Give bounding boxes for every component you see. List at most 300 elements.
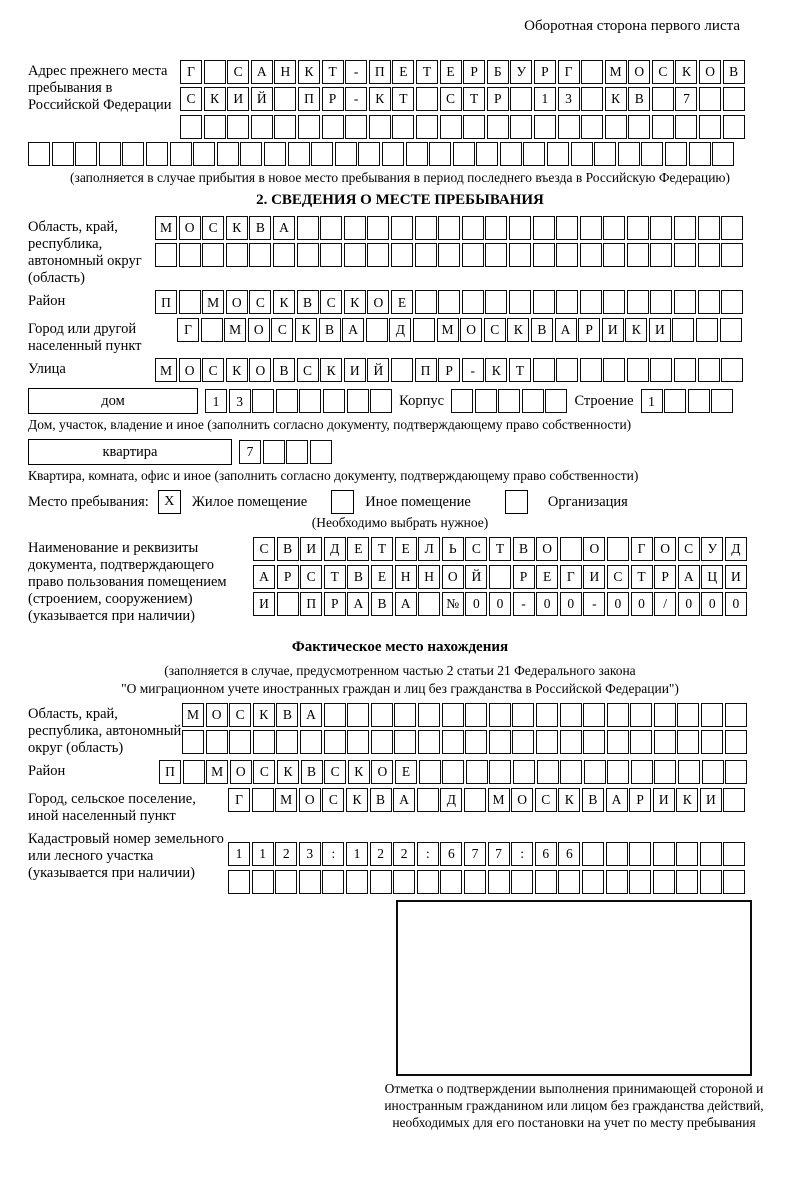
prev-address-row-2 [180,87,745,111]
char-box: И [300,537,322,561]
char-box [723,870,745,894]
char-box [347,389,369,413]
char-box [489,703,511,727]
char-box [193,142,215,166]
char-box: К [605,87,627,111]
kvartira-caption: Квартира, комната, офис и иное (заполнить согласно документу, подтверждающему право собственности) [28,468,639,484]
char-box: Е [392,60,414,84]
mesto-label: Место пребывания: [28,493,149,510]
char-box: К [204,87,226,111]
char-box: 0 [701,592,723,616]
char-box [675,115,697,139]
char-box: И [700,788,722,812]
document-label: Наименование и реквизиты документа, подтверждающего право пользования помещением (строением, сооружением) (указывается при наличии) [28,540,227,625]
char-box [725,730,747,754]
char-box [556,216,578,240]
char-box [206,730,228,754]
char-box [440,115,462,139]
char-box: О [226,290,248,314]
section2-oblast-row-2 [155,243,743,267]
char-box [442,703,464,727]
char-box [322,115,344,139]
checkbox-organizatsiya [505,490,528,514]
char-box [464,788,486,812]
char-box: П [155,290,177,314]
char-box [654,703,676,727]
char-box: В [297,290,319,314]
char-box: Г [228,788,250,812]
char-box [556,290,578,314]
char-box [571,142,593,166]
char-box [275,870,297,894]
char-box [698,358,720,382]
char-box: П [159,760,181,784]
char-box [607,760,629,784]
korpus-label: Корпус [399,392,445,409]
char-box: К [369,87,391,111]
char-box: С [320,290,342,314]
char-box [180,115,202,139]
char-box [535,870,557,894]
char-box: У [701,537,723,561]
char-box: - [345,60,367,84]
char-box: А [300,703,322,727]
char-box [533,216,555,240]
char-box [581,87,603,111]
char-box: И [344,358,366,382]
char-box: С [440,87,462,111]
char-box [580,243,602,267]
char-box: С [202,358,224,382]
char-box: А [555,318,577,342]
char-box [605,115,627,139]
char-box [650,290,672,314]
char-box: С [180,87,202,111]
char-box: 7 [239,440,261,464]
char-box: Т [371,537,393,561]
char-box [511,870,533,894]
char-box [418,703,440,727]
char-box: С [249,290,271,314]
char-box [202,243,224,267]
char-box [594,142,616,166]
char-box [698,216,720,240]
char-box: О [460,318,482,342]
char-box [556,358,578,382]
document-field [28,537,772,625]
char-box [299,389,321,413]
char-box [487,115,509,139]
char-box: К [253,703,275,727]
char-box: О [248,318,270,342]
section2-oblast-field [28,216,772,287]
document-row-1 [253,537,747,561]
char-box [689,142,711,166]
char-box [273,243,295,267]
char-box: М [275,788,297,812]
char-box: 2 [370,842,392,866]
char-box [510,87,532,111]
char-box: О [206,703,228,727]
char-box [627,243,649,267]
char-box: Р [322,87,344,111]
char-box [721,216,743,240]
char-box: В [347,565,369,589]
char-box: Т [324,565,346,589]
char-box [560,703,582,727]
char-box [665,142,687,166]
char-box [371,703,393,727]
char-box [252,389,274,413]
char-box: Г [558,60,580,84]
char-box [297,243,319,267]
char-box: К [625,318,647,342]
char-box [723,87,745,111]
char-box: Р [277,565,299,589]
char-box [489,730,511,754]
char-box: К [320,358,342,382]
dom-caption: Дом, участок, владение и иное (заполнить согласно документу, подтверждающему право собственности) [28,417,632,433]
char-box: Р [438,358,460,382]
char-box: Д [324,537,346,561]
char-box [418,730,440,754]
char-box [653,842,675,866]
char-box [725,760,747,784]
char-box: 6 [440,842,462,866]
char-box [286,440,308,464]
char-box [179,290,201,314]
char-box [533,243,555,267]
char-box: М [202,290,224,314]
char-box: Д [440,788,462,812]
zhiloe-label: Жилое помещение [191,493,308,510]
fact-oblast-field [28,703,772,757]
char-box: 1 [534,87,556,111]
char-box: С [271,318,293,342]
char-box: И [253,592,275,616]
char-box [607,537,629,561]
char-box [369,115,391,139]
char-box: А [606,788,628,812]
char-box [485,290,507,314]
char-box [438,290,460,314]
char-box: В [371,592,393,616]
char-box [391,358,413,382]
char-box: Р [578,318,600,342]
char-box [227,115,249,139]
char-box: : [417,842,439,866]
char-box: 1 [346,842,368,866]
char-box: 0 [607,592,629,616]
char-box [249,243,271,267]
char-box [485,243,507,267]
char-box [630,730,652,754]
char-box [370,870,392,894]
char-box [628,115,650,139]
char-box: О [536,537,558,561]
char-box: К [273,290,295,314]
char-box [417,788,439,812]
mesto-note: (Необходимо выбрать нужное) [311,515,489,531]
inoe-label: Иное помещение [365,493,471,510]
char-box [346,870,368,894]
char-box: Д [725,537,747,561]
char-box: С [322,788,344,812]
char-box [678,760,700,784]
char-box: Т [463,87,485,111]
char-box [674,216,696,240]
char-box: Т [392,87,414,111]
char-box [345,115,367,139]
char-box: Т [489,537,511,561]
char-box: К [485,358,507,382]
char-box [711,389,733,413]
char-box: М [206,760,228,784]
fact-gorod-row [228,788,745,812]
section2-oblast-row-1 [155,216,743,240]
char-box [155,243,177,267]
page-header-note: Оборотная сторона первого листа [524,18,740,34]
char-box [394,703,416,727]
char-box [607,730,629,754]
kadastr-label: Кадастровый номер земельного или лесного участка (указывается при наличии) [28,831,224,882]
section2-rayon-field [28,290,772,314]
char-box: В [723,60,745,84]
fact-note-line-1: (заполняется в случае, предусмотренном частью 2 статьи 21 Федерального закона [164,662,636,678]
char-box: П [369,60,391,84]
char-box [696,318,718,342]
char-box [558,115,580,139]
char-box: Р [513,565,535,589]
char-box [723,115,745,139]
char-box: : [511,842,533,866]
char-box: - [462,358,484,382]
char-box: С [227,60,249,84]
char-box [179,243,201,267]
fact-oblast-label: Область, край, республика, автономный округ (область) [28,705,182,756]
section2-gorod-row [177,318,742,342]
char-box [674,243,696,267]
char-box: Е [395,537,417,561]
char-box: О [628,60,650,84]
char-box [311,142,333,166]
char-box [631,760,653,784]
document-row-3 [253,592,747,616]
char-box [182,730,204,754]
char-box: 6 [558,842,580,866]
mesto-row [28,490,772,514]
char-box: А [395,592,417,616]
kvartira-row [28,439,772,465]
char-box [582,870,604,894]
char-box [674,358,696,382]
char-box: : [322,842,344,866]
char-box: 1 [228,842,250,866]
char-box: Н [395,565,417,589]
char-box [335,142,357,166]
char-box [462,243,484,267]
checkbox-zhiloe: X [158,490,181,514]
char-box: Р [534,60,556,84]
dom-row [28,388,772,414]
char-box [654,760,676,784]
char-box [371,730,393,754]
stroenie-cells [641,389,734,413]
char-box [451,389,473,413]
char-box: В [531,318,553,342]
char-box [721,243,743,267]
char-box [463,115,485,139]
char-box [556,243,578,267]
char-box [533,290,555,314]
char-box [453,142,475,166]
char-box [712,142,734,166]
char-box [558,870,580,894]
char-box [652,115,674,139]
section2-rayon-label: Район [28,293,66,310]
char-box: - [513,592,535,616]
char-box: Г [180,60,202,84]
char-box [344,216,366,240]
char-box: С [535,788,557,812]
char-box [723,788,745,812]
char-box: И [653,788,675,812]
char-box: / [654,592,676,616]
char-box: М [182,703,204,727]
stroenie-label: Строение [574,392,634,409]
char-box [226,243,248,267]
char-box: Е [395,760,417,784]
char-box [442,730,464,754]
korpus-cells [451,389,567,413]
char-box: И [602,318,624,342]
char-box [367,243,389,267]
char-box: Г [177,318,199,342]
fact-rayon-field [28,760,772,784]
char-box: А [342,318,364,342]
char-box [509,290,531,314]
char-box [464,870,486,894]
prev-address-block [28,60,772,186]
char-box [652,87,674,111]
char-box: О [699,60,721,84]
char-box [510,115,532,139]
char-box: О [583,537,605,561]
char-box: К [348,760,370,784]
char-box: С [297,358,319,382]
char-box: - [583,592,605,616]
char-box [618,142,640,166]
char-box [413,318,435,342]
char-box: Т [416,60,438,84]
char-box [653,870,675,894]
char-box: 3 [558,87,580,111]
char-box [582,842,604,866]
char-box: Й [367,358,389,382]
char-box [580,290,602,314]
char-box: Р [487,87,509,111]
char-box: - [345,87,367,111]
stamp-caption: Отметка о подтверждении выполнения принимающей стороной и иностранным гражданином или лицом без гражданства действий, необходимых для его постановки на учет по месту пребывания [384,1080,764,1130]
char-box [603,243,625,267]
prev-address-row-4 [28,142,772,166]
char-box: С [229,703,251,727]
fact-rayon-row [159,760,747,784]
char-box [500,142,522,166]
char-box [603,216,625,240]
char-box [583,730,605,754]
fact-oblast-row-2 [182,730,747,754]
section2-ulitsa-field [28,358,772,382]
char-box: П [298,87,320,111]
char-box: К [344,290,366,314]
char-box: К [675,60,697,84]
kadastr-row-2 [228,870,745,894]
char-box [581,115,603,139]
char-box: А [251,60,273,84]
char-box: Т [631,565,653,589]
char-box [560,760,582,784]
char-box: С [484,318,506,342]
kadastr-field [28,828,772,894]
char-box [607,703,629,727]
char-box [324,730,346,754]
char-box [393,870,415,894]
char-box: Р [463,60,485,84]
char-box [276,730,298,754]
char-box [28,142,50,166]
char-box [580,358,602,382]
char-box [367,216,389,240]
char-box [606,842,628,866]
char-box [391,216,413,240]
char-box [416,87,438,111]
char-box: Ц [701,565,723,589]
char-box [583,703,605,727]
char-box [723,842,745,866]
char-box: К [558,788,580,812]
char-box [366,318,388,342]
char-box [252,788,274,812]
char-box [627,358,649,382]
char-box: Е [347,537,369,561]
char-box [415,216,437,240]
char-box: 7 [464,842,486,866]
char-box [672,318,694,342]
char-box [581,60,603,84]
char-box [264,142,286,166]
char-box [392,115,414,139]
char-box [654,730,676,754]
char-box [489,565,511,589]
char-box [677,730,699,754]
char-box [358,142,380,166]
char-box: И [649,318,671,342]
char-box: О [371,760,393,784]
char-box: Е [536,565,558,589]
char-box: Л [418,537,440,561]
char-box [322,870,344,894]
char-box [217,142,239,166]
prev-address-row-1 [180,60,745,84]
char-box: Г [560,565,582,589]
char-box: М [155,358,177,382]
char-box [465,730,487,754]
char-box: 2 [393,842,415,866]
char-box [475,389,497,413]
char-box [725,703,747,727]
char-box [300,730,322,754]
